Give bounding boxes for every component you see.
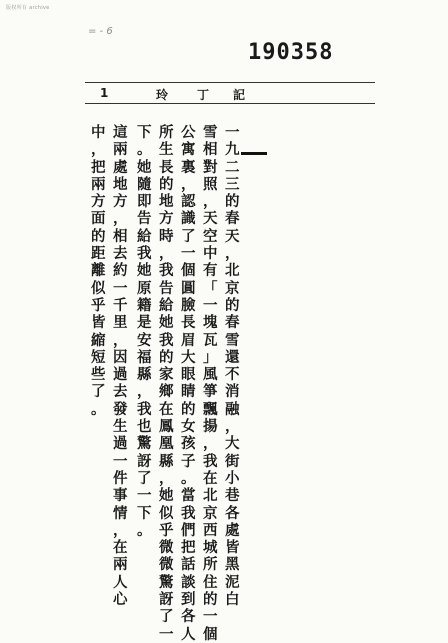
running-header-char: 丁: [197, 88, 210, 102]
header-rule-bottom: [85, 103, 375, 104]
running-header-char: 記: [233, 88, 246, 102]
text-column-2: 雪相對照，天空中有「一塊瓦」風箏飄揚，我在北京西城所住的一個: [203, 124, 218, 643]
document-number: 190358: [248, 40, 334, 65]
text-column-3: 公寓裏，認識了一個圓臉長眉大眼睛的女孩子。當我們把話談到各人: [181, 124, 196, 643]
running-header-char: 玲: [156, 88, 169, 102]
header-rule-top: [85, 82, 375, 83]
text-column-7: 中，把兩方面的距離似乎皆縮短些了。: [91, 124, 106, 418]
text-column-1: 一九二三的春天，北京的春雪還不消融，大街小巷各處皆黑泥白: [225, 124, 240, 609]
chapter-one-mark: [241, 152, 267, 155]
text-column-5: 下。她隨即告給我她原籍是安福縣，我也驚訝了一下。: [137, 124, 152, 539]
text-column-6: 這兩處地方，相去約一千里，因過去發生過一件事情，在兩人心: [113, 124, 128, 609]
pencil-annotation: = - 6: [88, 26, 113, 37]
page-number: 1: [100, 86, 109, 100]
text-column-4: 所生長的地方時，我告給她我的家鄉在鳳凰縣，她似乎微微驚訝了一: [159, 124, 174, 643]
watermark-text: 版权所有 archive: [6, 5, 50, 11]
